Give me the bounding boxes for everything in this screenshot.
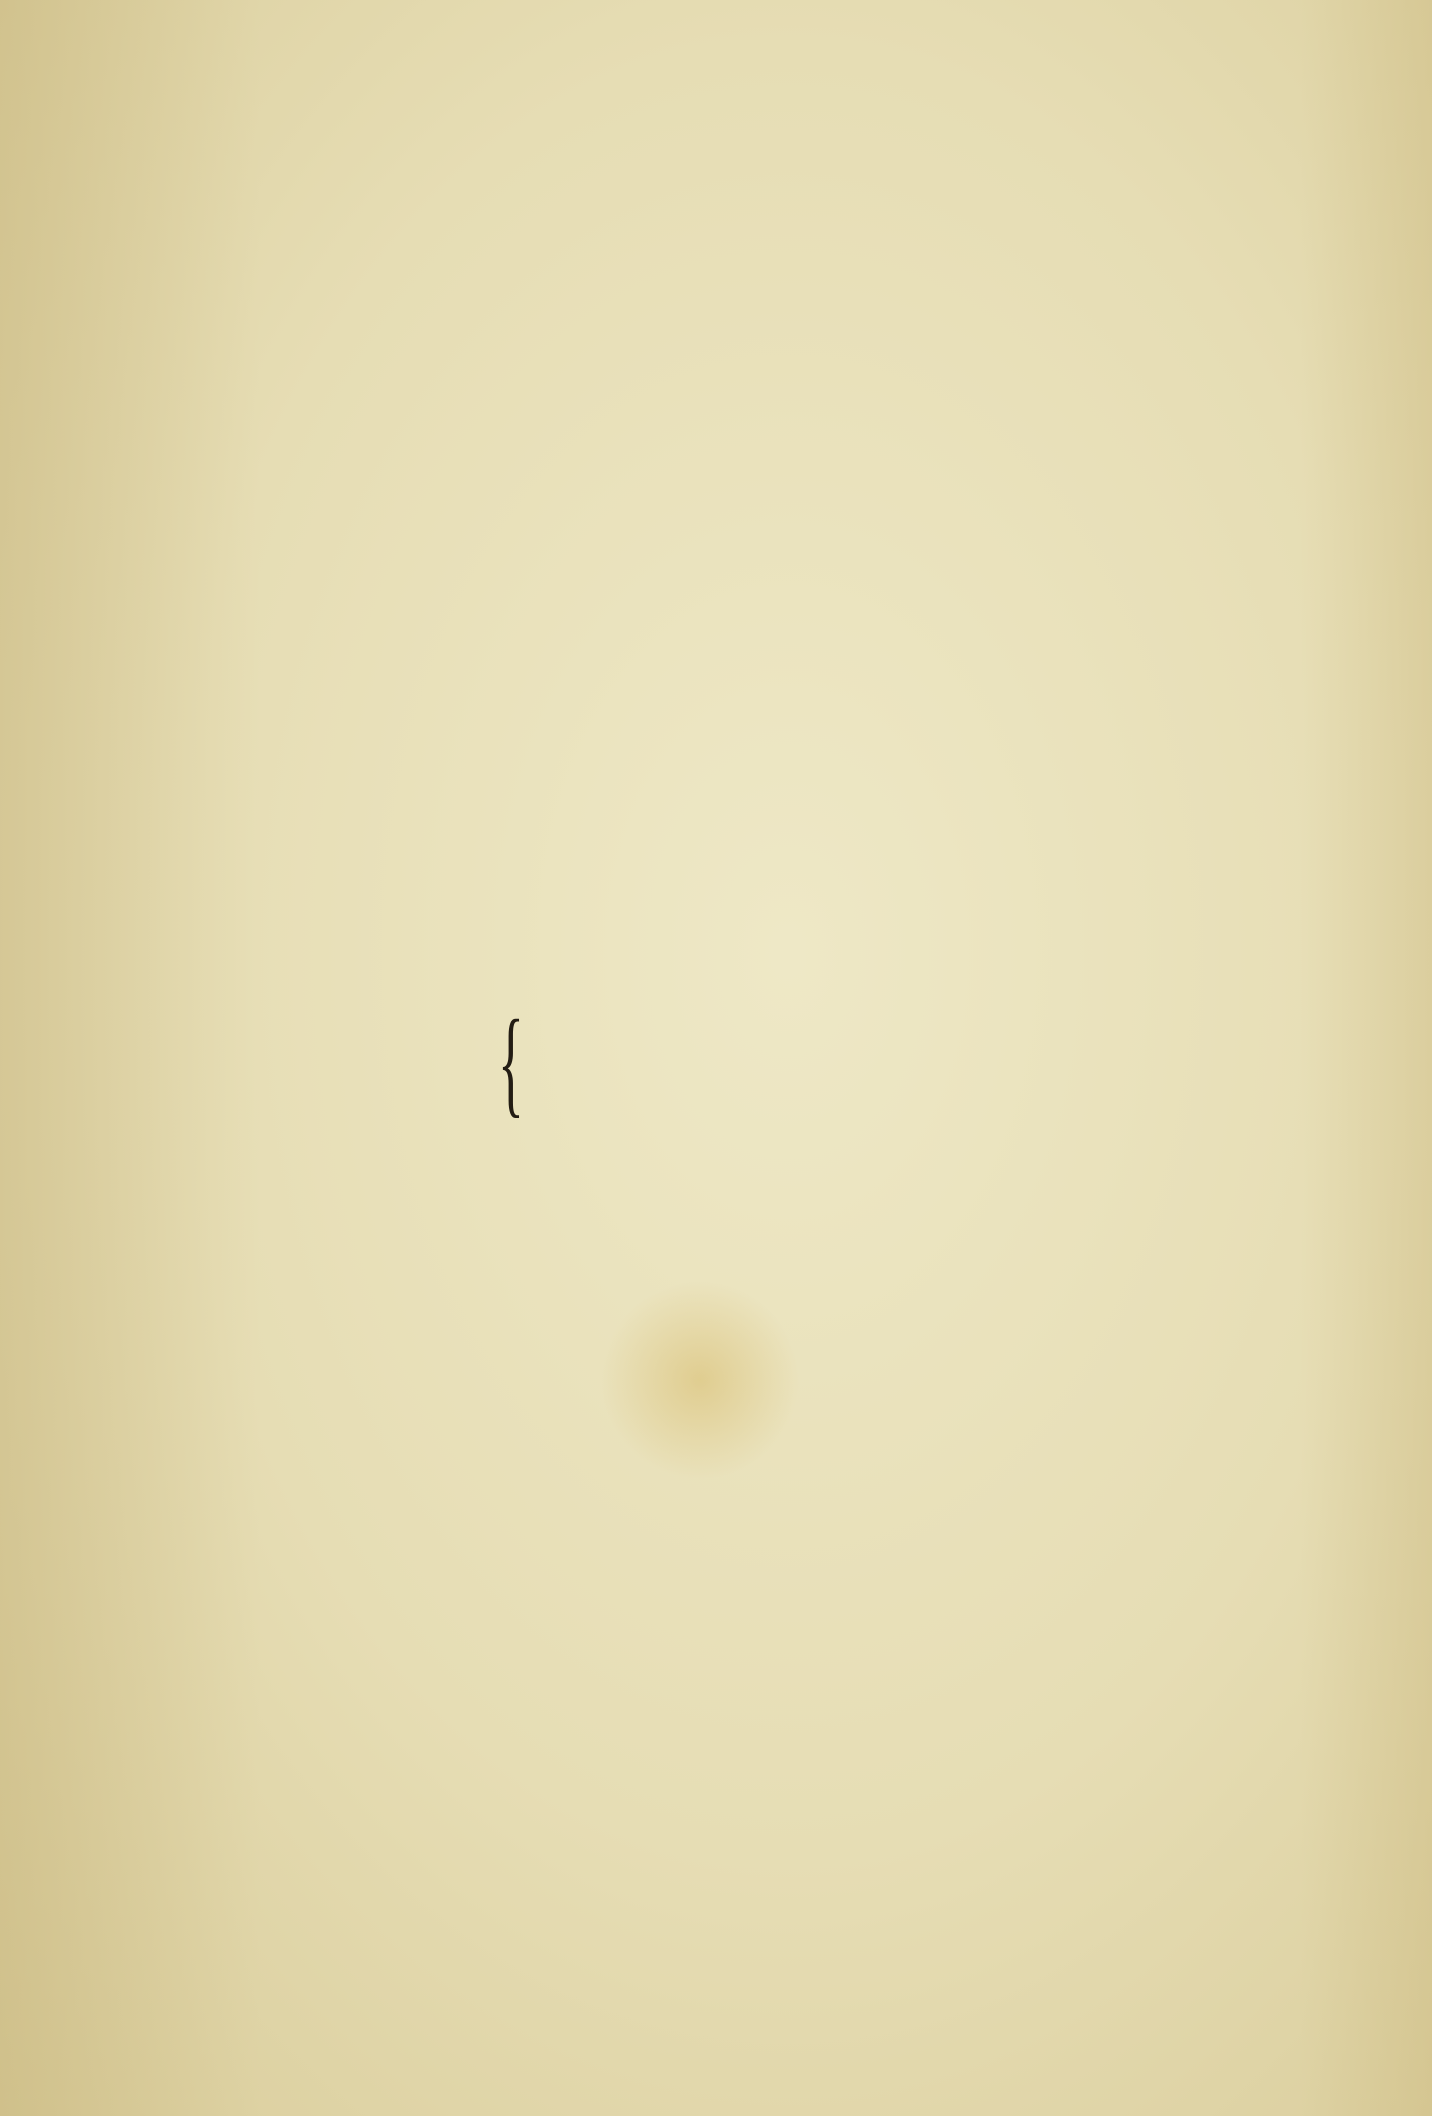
foxing-stain: [600, 1280, 800, 1480]
page-edge-shadow-right: [1300, 0, 1432, 2116]
brace-glyph: {: [498, 995, 524, 1128]
sons-entry: [120, 995, 1020, 1140]
